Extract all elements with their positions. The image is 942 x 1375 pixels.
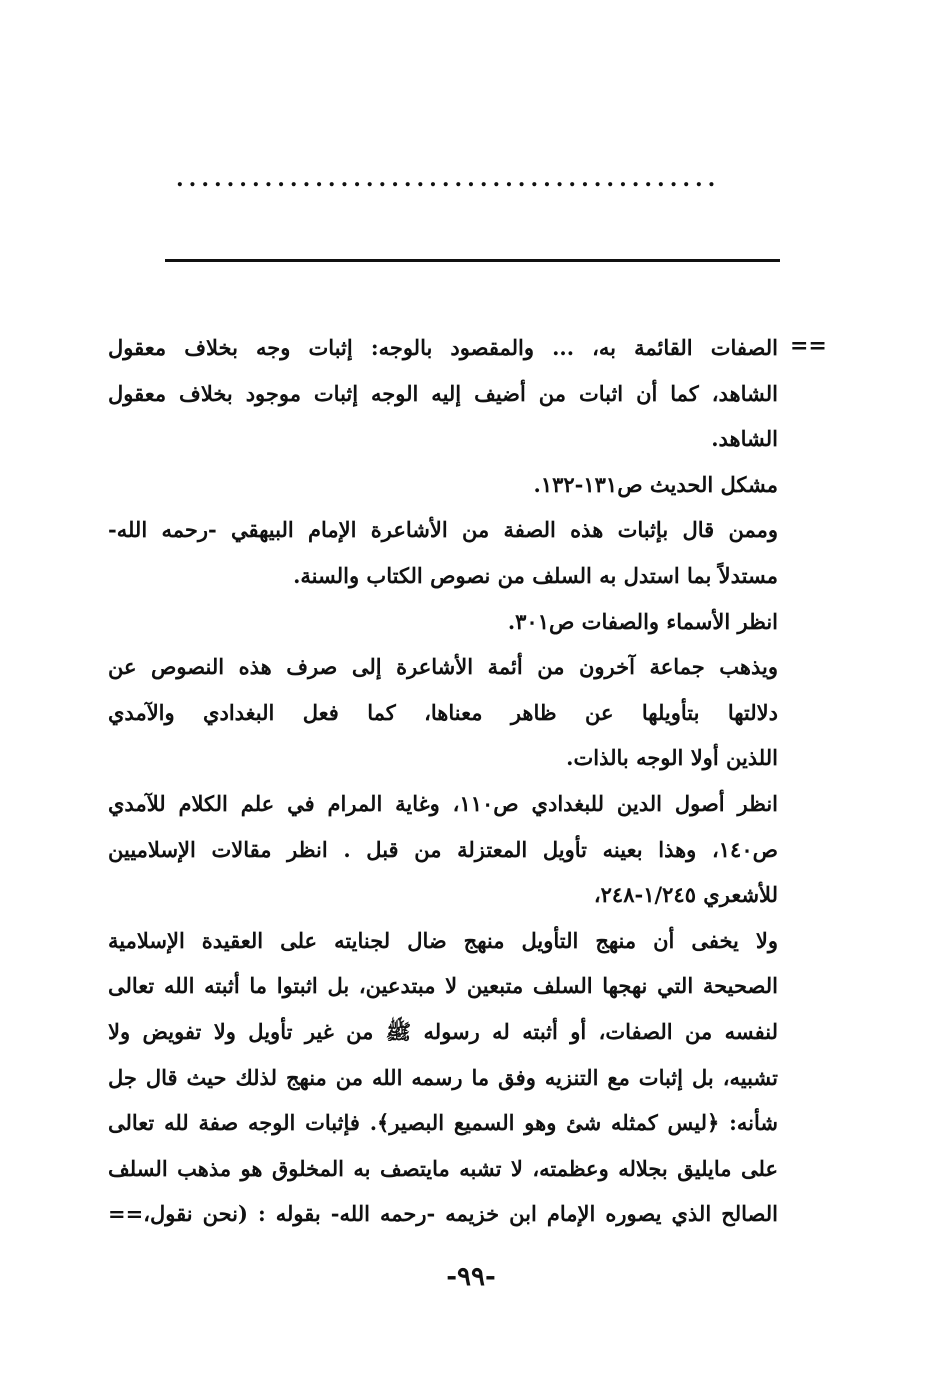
text-line: للأشعري ١/٢٤٥-٢٤٨،: [593, 882, 778, 908]
text-line: الصالح الذي يصوره الإمام ابن خزيمه -رحمه الله- بقوله : (نحن نقول،==: [108, 1201, 778, 1227]
page-number: -٩٩-: [446, 1262, 496, 1292]
text-line: الصفات القائمة به، ... والمقصود بالوجه: إثبات وجه بخلاف معقول: [108, 335, 778, 360]
text-line: الشاهد.: [711, 426, 778, 452]
text-line: مستدلاً بما استدل به السلف من نصوص الكتاب والسنة.: [293, 562, 778, 588]
text-line: انظر أصول الدين للبغدادي ص١١٠، وغاية المرام في علم الكلام للآمدي: [108, 790, 778, 816]
text-line: وممن قال بإثبات هذه الصفة من الأشاعرة الإمام البيهقي -رحمه الله-: [108, 517, 778, 543]
text-line: على مايليق بجلاله وعظمته، لا تشبه مايتصف به المخلوق هو مذهب السلف: [108, 1155, 778, 1181]
text-line: الصحيحة التي نهجها السلف متبعين لا مبتدعين، بل اثبتوا ما أثبته الله تعالى: [108, 973, 778, 999]
footnote-rule: [165, 259, 780, 262]
text-line: مشكل الحديث ص١٣١-١٣٢.: [533, 471, 778, 497]
text-line: ولا يخفى أن منهج التأويل منهج ضال لجنايته على العقيدة الإسلامية: [108, 927, 778, 953]
text-line: تشبيه، بل إثبات مع التنزيه وفق ما رسمه الله من منهج لذلك حيث قال جل: [108, 1064, 778, 1090]
footnote-body: [108, 325, 778, 1237]
text-line: دلالتها بتأويلها عن ظاهر معناها، كما فعل البغدادي والآمدي: [108, 699, 778, 725]
text-line: انظر الأسماء والصفات ص٣٠١.: [507, 608, 778, 634]
text-line: شأنه: ﴿ليس كمثله شئ وهو السميع البصير﴾. فإثبات الوجه صفة لله تعالى: [108, 1110, 778, 1136]
text-line: اللذين أولا الوجه بالذات.: [566, 745, 778, 771]
footnote-separator-dots: ...........................................: [176, 166, 721, 192]
text-line: ويذهب جماعة آخرون من أئمة الأشاعرة إلى صرف هذه النصوص عن: [108, 654, 778, 680]
text-line: لنفسه من الصفات، أو أثبته له رسوله ﷺ من غير تأويل ولا تفويض ولا: [108, 1018, 778, 1044]
text-line: الشاهد، كما أن اثبات من أضيف إليه الوجه إثبات موجود بخلاف معقول: [108, 380, 778, 406]
text-line: ص١٤٠، وهذا بعينه تأويل المعتزلة من قبل . انظر مقالات الإسلاميين: [108, 836, 778, 862]
continuation-mark: ==: [790, 333, 827, 359]
